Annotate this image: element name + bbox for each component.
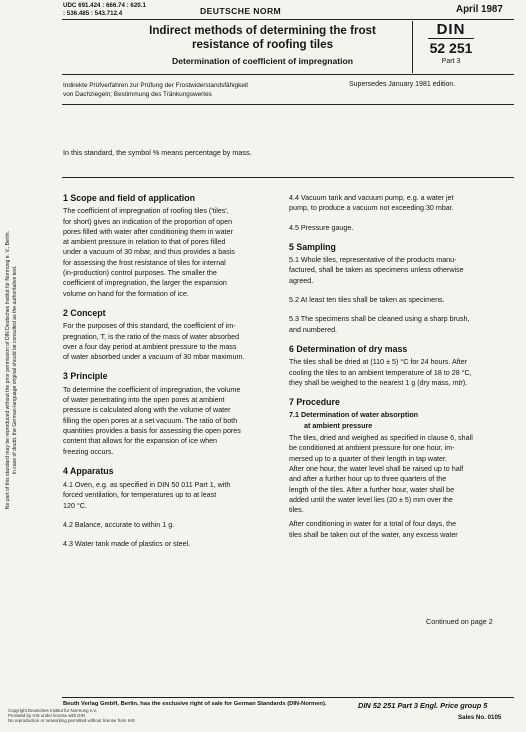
section-5-1-line: factured, shall be taken as specimens unless otherwise [289,266,464,275]
section-1-line: for assessing the frost resistance of tiles for internal [63,258,226,267]
side-note-line-1: No part of this standard may be reproduced without the prior permission of DIN Deutsches Institut für Normung e. V., Berlin. [5,230,11,510]
section-6-line-end: ). [462,378,468,387]
section-1-line: pores filled with water after conditioning them in water [63,227,233,236]
title-bottom-rule [62,74,514,75]
section-4-4-line: pump, to produce a vacuum not exceeding 30 mbar. [289,204,454,213]
section-3-line: content that allows for the expansion of ice when [63,437,218,446]
sales-number: Sales No. 0105 [458,714,502,721]
body-top-rule [62,177,514,178]
section-1-line: for short) gives an indication of the proportion of open [63,217,233,226]
section-3-line: pressure is calculated along with the volume of water [63,406,231,415]
german-title-rule [62,104,514,105]
section-5-2: 5.2 At least ten tiles shall be taken as specimens. [289,296,445,305]
supersedes-note: Supersedes January 1981 edition. [349,81,456,88]
section-1-line: at ambient pressure in relation to that of pores filled [63,238,226,247]
section-7-1-line: length of the tiles. After a further hour, water shall be [289,485,455,494]
section-1-line: (in-production) control purposes. The smaller the [63,269,217,278]
section-2-heading: 2 Concept [63,307,106,318]
section-5-1-line: agreed. [289,276,314,285]
section-7-1-heading: 7.1 Determination of water absorption [289,410,418,420]
section-4-5: 4.5 Pressure gauge. [289,223,354,232]
document-title [115,24,410,52]
section-4-heading: 4 Apparatus [63,465,114,476]
copyright-line: Provided by IHS under license with DIN [8,713,85,719]
section-4-1-line: 4.1 Oven, e.g. as specified in DIN 50 011 Part 1, with [63,481,231,490]
section-3-heading: 3 Principle [63,371,108,382]
section-6-line: The tiles shall be dried at (110 ± 5) °C for 24 hours. After [289,358,468,367]
section-3-line: To determine the coefficient of impregnation, the volume [63,385,241,394]
side-note-line-2: In case of doubt, the German-language original should be consulted as the authoritative text. [11,265,18,475]
left-column [63,193,279,550]
copyright-line: No reproduction or networking permitted without license from IHS [8,718,135,724]
section-5-heading: 5 Sampling [289,241,336,252]
section-3-line: filling the open pores at a set vacuum. The ratio of both [63,416,238,425]
header-rule [62,19,514,20]
section-7-1-line: tiles shall be taken out of the water, any excess water [289,530,458,539]
section-3-line: freezing occurs. [63,447,114,456]
copyright-notice [8,708,135,724]
section-4-1-line: 120 °C. [63,501,87,510]
footer-rule [62,697,514,698]
dry-mass-symbol: mtr [452,378,463,387]
continued-note: Continued on page 2 [426,617,493,626]
section-5-3-line: and numbered. [289,325,338,334]
section-7-1-line: After one hour, the water level shall be raised up to half [289,464,464,473]
section-6-line: cooling the tiles to an ambient temperature of 18 to 28 °C, [289,368,472,377]
norm-label: DEUTSCHE NORM [200,6,282,16]
section-4-1-line: forced ventilation, for temperatures up to at least [63,491,217,500]
section-7-1-heading-cont: at ambient pressure [304,420,373,430]
german-title [63,81,333,99]
udc-line-1: UDC 691.424 : 666.74 : 620.1 [63,2,146,9]
section-4-2: 4.2 Balance, accurate to within 1 g. [63,521,175,530]
section-6-heading: 6 Determination of dry mass [289,343,408,354]
section-7-1-line: tiles. [289,506,304,515]
section-6-line [289,378,515,388]
udc-line-2: : 536.485 : 543.712.4 [63,10,123,17]
din-standard-box [420,22,482,72]
section-7-1-line: be conditioned at ambient pressure for one hour, im- [289,444,455,453]
din-logo: DIN [436,21,466,38]
title-line-1: Indirect methods of determining the frost [149,24,376,37]
udc-classification [63,2,146,18]
section-5-3-line: 5.3 The specimens shall be cleaned using a sharp brush, [289,315,470,324]
section-2-line: over a four day period at ambient pressure to the mass [63,342,237,351]
din-number: 52 251 [429,40,473,56]
document-subtitle: Determination of coefficient of impregnation [172,56,353,66]
section-4-3: 4.3 Water tank made of plastics or steel. [63,540,191,549]
document-reference: DIN 52 251 Part 3 Engl. Price group 5 [358,701,488,710]
section-2-line: pregnation, T, is the ratio of the mass of water absorbed [63,332,240,341]
title-line-2: resistance of roofing tiles [191,38,334,51]
intro-note: In this standard, the symbol % means percentage by mass. [63,148,252,157]
section-4-4-line: 4.4 Vacuum tank and vacuum pump, e.g. a water jet [289,194,454,202]
section-6-line-text: they shall be weighed to the nearest 1 g (dry mass, [289,378,453,387]
section-7-1-line: mersed up to a quarter of their length in tap water. [289,454,447,463]
section-5-1-line: 5.1 Whole tiles, representative of the products manu- [289,256,457,265]
section-7-1-line: and after a further hour up to three quarters of the [289,475,447,484]
publisher-note: Beuth Verlag GmbH, Berlin, has the exclusive right of sale for German Standards (DIN-Normen). [63,701,327,707]
section-2-line: For the purposes of this standard, the coefficient of im- [63,322,236,331]
section-1-line: coefficient of impregnation, the larger the expansion [63,279,227,288]
section-7-heading: 7 Procedure [289,397,340,408]
copyright-line: Copyright Deutsches Institut fur Normung e.V. [8,708,98,713]
issue-date: April 1987 [456,4,503,15]
din-part: Part 3 [441,58,461,65]
section-7-1-line: added until the water level lies (20 ± 5) mm over the [289,495,453,504]
title-box-divider [412,21,413,73]
german-title-line-1: Indirekte Prüfverfahren zur Prüfung der Frostwiderstandsfähigkeit [63,82,249,89]
section-3-line: quantities provides a basis for assessing the open pores [63,426,241,435]
copyright-side-note [5,160,47,580]
section-1-line: volume on hand for the formation of ice. [63,289,189,298]
section-7-1-line: After conditioning in water for a total of four days, the [289,520,457,529]
section-7-1-line: The tiles, dried and weighed as specified in clause 6, shall [289,434,473,443]
section-1-line: The coefficient of impregnation of roofing tiles ('tiles', [63,207,229,216]
section-3-line: of water penetrating into the open pores at ambient [63,396,225,405]
section-1-heading: 1 Scope and field of application [63,193,195,203]
right-column [289,193,515,540]
german-title-line-2: von Dachziegeln; Bestimmung des Tränkungswertes [63,91,212,98]
section-2-line: of water absorbed under a vacuum of 30 mbar maximum. [63,353,245,362]
section-1-line: under a vacuum of 30 mbar, and thus provides a basis [63,248,235,257]
